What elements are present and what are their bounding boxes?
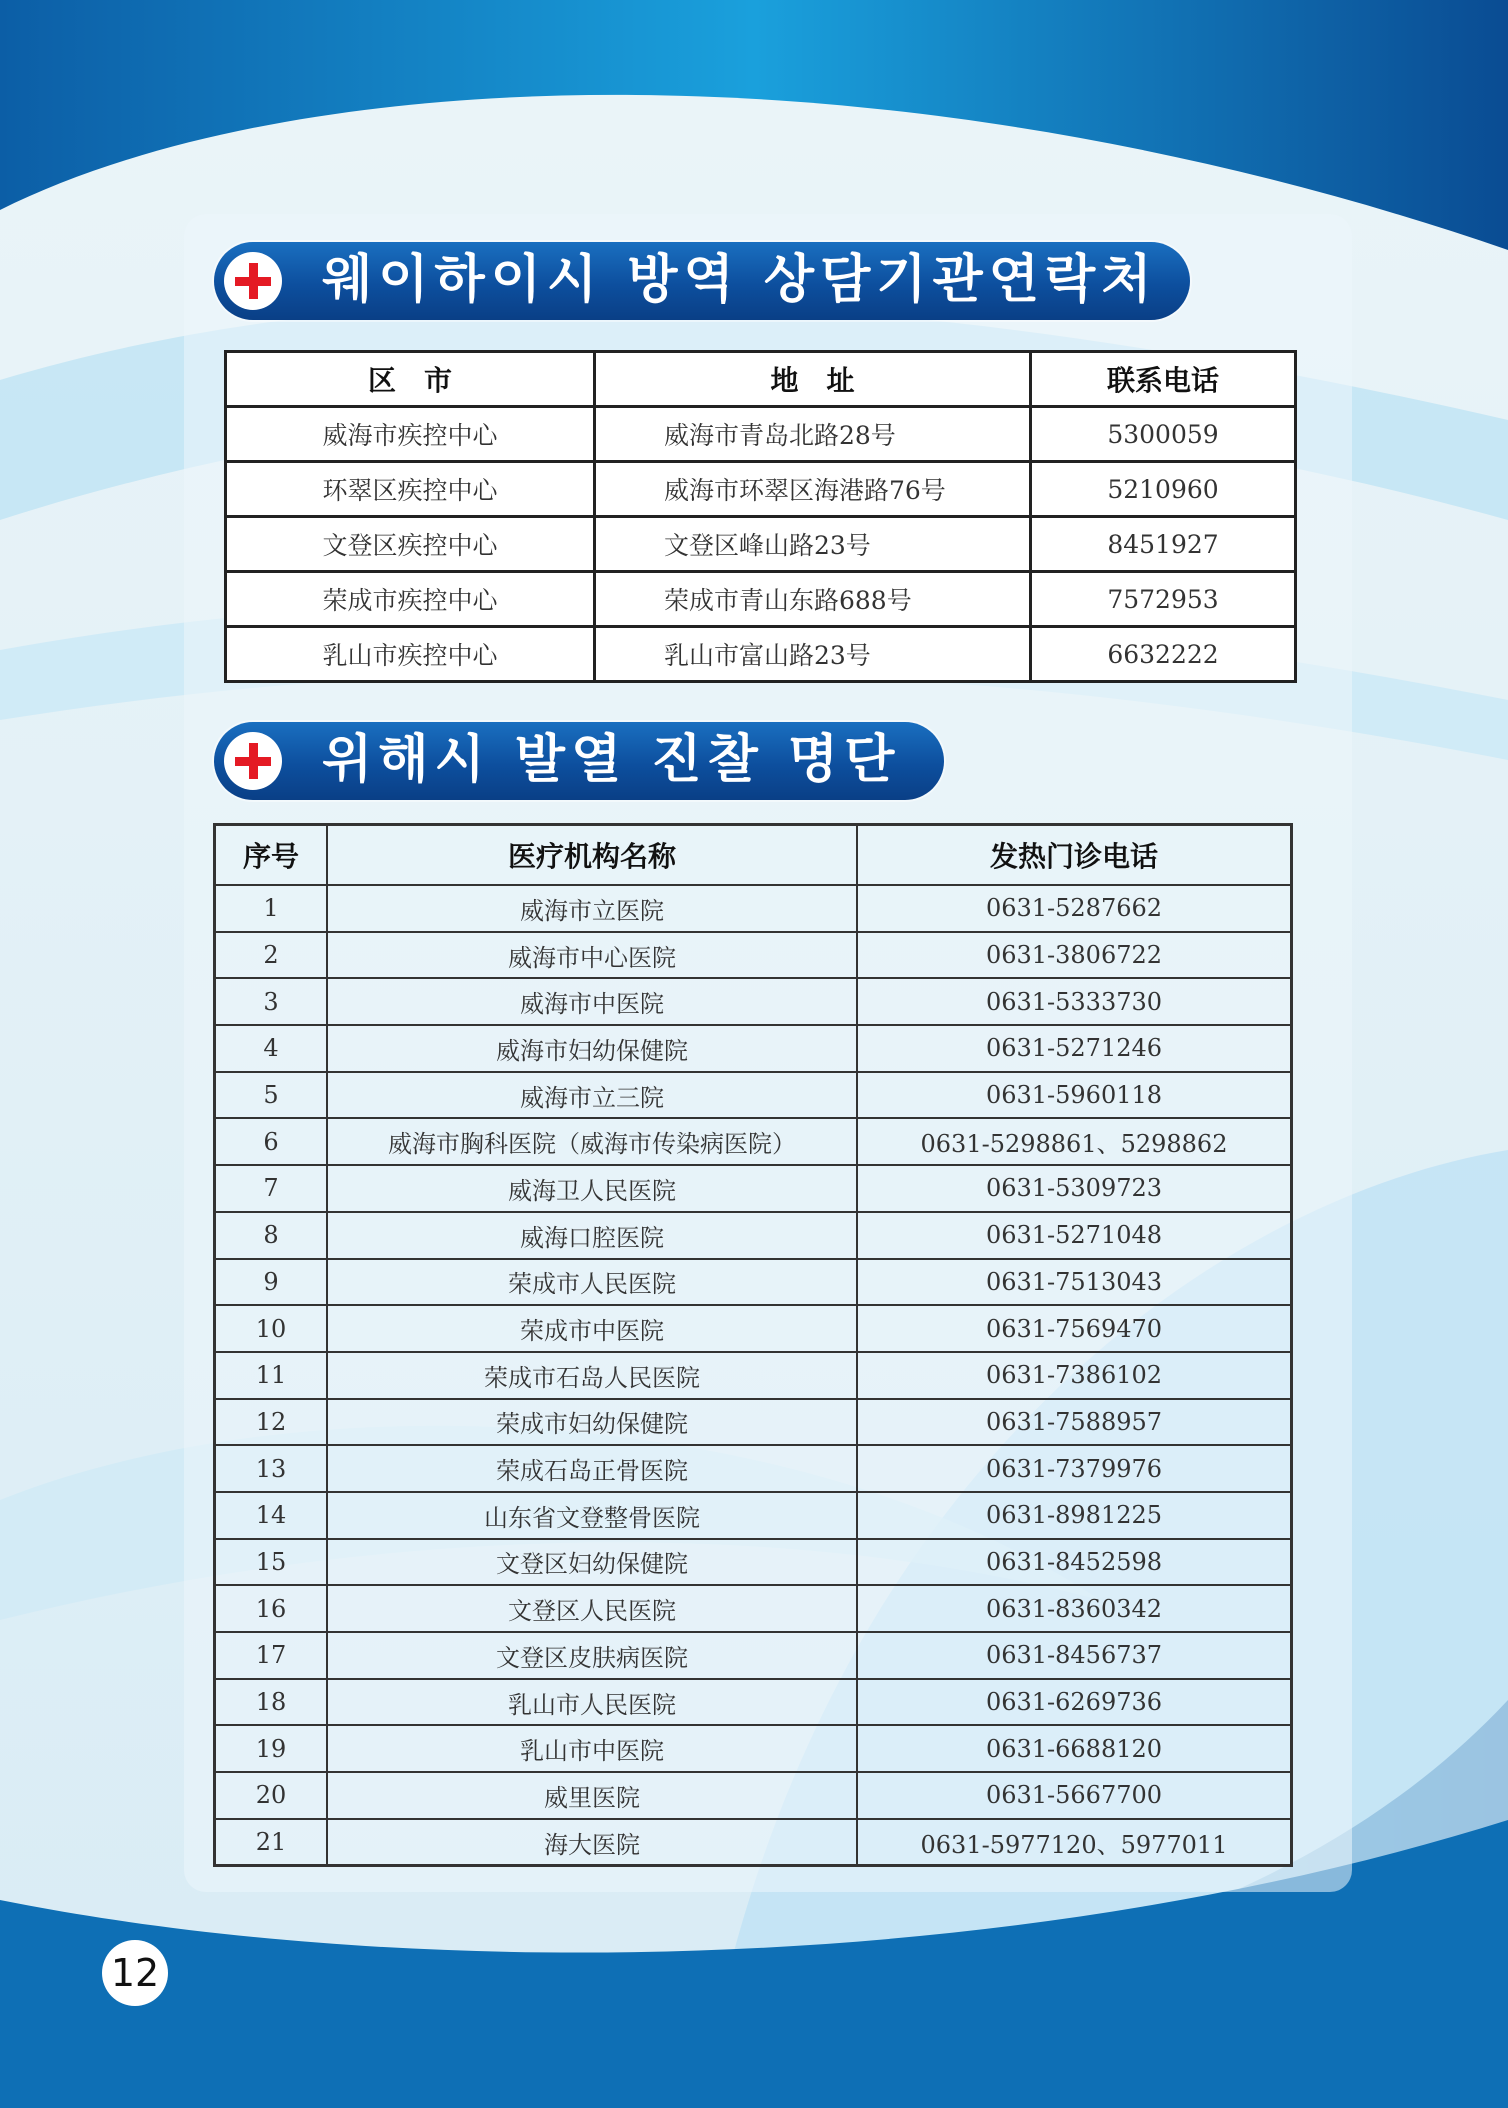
table-cell: 0631-5960118 [857, 1072, 1291, 1119]
table-cell: 0631-6269736 [857, 1679, 1291, 1726]
table-row [215, 1165, 1291, 1212]
table-cell: 8451927 [1031, 517, 1296, 572]
table-cell: 乳山市中医院 [327, 1725, 857, 1772]
table-cell: 13 [215, 1445, 327, 1492]
table-cell: 文登区皮肤病医院 [327, 1632, 857, 1679]
table-cell: 7 [215, 1165, 327, 1212]
table-cell: 0631-7588957 [857, 1399, 1291, 1446]
table-cell: 0631-7513043 [857, 1259, 1291, 1306]
red-cross-icon [224, 252, 282, 310]
table-cell: 0631-5977120、5977011 [857, 1819, 1291, 1866]
table-cell: 8 [215, 1212, 327, 1259]
table-cell: 威里医院 [327, 1772, 857, 1819]
table-cell: 乳山市富山路23号 [595, 627, 1031, 682]
table-cell: 威海市立医院 [327, 885, 857, 932]
table-cell: 5 [215, 1072, 327, 1119]
table-cell: 0631-6688120 [857, 1725, 1291, 1772]
contact-table [224, 350, 1297, 683]
table-cell: 威海市胸科医院（威海市传染病医院） [327, 1118, 857, 1165]
table-cell: 威海市青岛北路28号 [595, 407, 1031, 462]
table-cell: 文登区峰山路23号 [595, 517, 1031, 572]
table-cell: 乳山市人民医院 [327, 1679, 857, 1726]
table-row [226, 462, 1296, 517]
table-row [215, 1819, 1291, 1866]
table-row [215, 1399, 1291, 1446]
section-banner-fever-clinics [214, 722, 944, 800]
table-row [215, 978, 1291, 1025]
table-cell: 威海卫人民医院 [327, 1165, 857, 1212]
table-cell: 文登区人民医院 [327, 1585, 857, 1632]
table-cell: 荣成市青山东路688号 [595, 572, 1031, 627]
table-cell: 0631-5271048 [857, 1212, 1291, 1259]
table-row [215, 1118, 1291, 1165]
table-row [215, 1025, 1291, 1072]
table-row [215, 1072, 1291, 1119]
table-row [215, 885, 1291, 932]
table-cell: 0631-7386102 [857, 1352, 1291, 1399]
table-cell: 2 [215, 932, 327, 979]
table-cell: 0631-3806722 [857, 932, 1291, 979]
table-cell: 威海口腔医院 [327, 1212, 857, 1259]
table-row [215, 1305, 1291, 1352]
table-cell: 11 [215, 1352, 327, 1399]
table-cell: 荣成市疾控中心 [226, 572, 595, 627]
table-cell: 1 [215, 885, 327, 932]
section-title: 웨이하이시 방역 상담기관연락처 [322, 250, 1158, 310]
table-cell: 山东省文登整骨医院 [327, 1492, 857, 1539]
table-row [215, 932, 1291, 979]
table-row [215, 1772, 1291, 1819]
table-row [215, 1445, 1291, 1492]
table-cell: 海大医院 [327, 1819, 857, 1866]
column-header: 医疗机构名称 [327, 825, 857, 885]
column-header: 发热门诊电话 [857, 825, 1291, 885]
table-cell: 20 [215, 1772, 327, 1819]
table-cell: 0631-7379976 [857, 1445, 1291, 1492]
table-cell: 0631-5667700 [857, 1772, 1291, 1819]
table-cell: 0631-8456737 [857, 1632, 1291, 1679]
column-header: 地 址 [595, 352, 1031, 407]
table-cell: 5210960 [1031, 462, 1296, 517]
table-cell: 威海市中心医院 [327, 932, 857, 979]
table-cell: 4 [215, 1025, 327, 1072]
table-cell: 0631-8981225 [857, 1492, 1291, 1539]
table-cell: 荣成市妇幼保健院 [327, 1399, 857, 1446]
table-cell: 9 [215, 1259, 327, 1306]
table-row [215, 1725, 1291, 1772]
table-row [215, 1259, 1291, 1306]
table-header-row [226, 352, 1296, 407]
red-cross-icon [224, 732, 282, 790]
table-row [226, 627, 1296, 682]
column-header: 序号 [215, 825, 327, 885]
table-row [215, 1212, 1291, 1259]
table-cell: 15 [215, 1539, 327, 1586]
table-cell: 14 [215, 1492, 327, 1539]
page-number: 12 [102, 1940, 168, 2006]
column-header: 区 市 [226, 352, 595, 407]
table-cell: 16 [215, 1585, 327, 1632]
table-cell: 荣成市石岛人民医院 [327, 1352, 857, 1399]
table-cell: 文登区疾控中心 [226, 517, 595, 572]
table-cell: 荣成市人民医院 [327, 1259, 857, 1306]
table-cell: 0631-5271246 [857, 1025, 1291, 1072]
table-cell: 6 [215, 1118, 327, 1165]
table-cell: 威海市妇幼保健院 [327, 1025, 857, 1072]
table-cell: 0631-5333730 [857, 978, 1291, 1025]
table-row [226, 517, 1296, 572]
table-row [215, 1539, 1291, 1586]
section-title: 위해시 발열 진찰 명단 [322, 730, 901, 790]
table-row [215, 1632, 1291, 1679]
table-header-row [215, 825, 1291, 885]
table-cell: 文登区妇幼保健院 [327, 1539, 857, 1586]
table-cell: 5300059 [1031, 407, 1296, 462]
table-row [226, 572, 1296, 627]
table-cell: 19 [215, 1725, 327, 1772]
table-cell: 17 [215, 1632, 327, 1679]
table-cell: 威海市环翠区海港路76号 [595, 462, 1031, 517]
table-cell: 0631-5287662 [857, 885, 1291, 932]
table-cell: 21 [215, 1819, 327, 1866]
table-cell: 12 [215, 1399, 327, 1446]
table-cell: 0631-8360342 [857, 1585, 1291, 1632]
table-row [226, 407, 1296, 462]
table-cell: 威海市疾控中心 [226, 407, 595, 462]
table-cell: 0631-7569470 [857, 1305, 1291, 1352]
table-cell: 荣成石岛正骨医院 [327, 1445, 857, 1492]
table-cell: 0631-5298861、5298862 [857, 1118, 1291, 1165]
table-row [215, 1585, 1291, 1632]
section-banner-contacts [214, 242, 1190, 320]
table-cell: 荣成市中医院 [327, 1305, 857, 1352]
table-cell: 0631-8452598 [857, 1539, 1291, 1586]
table-cell: 10 [215, 1305, 327, 1352]
column-header: 联系电话 [1031, 352, 1296, 407]
table-cell: 7572953 [1031, 572, 1296, 627]
table-cell: 0631-5309723 [857, 1165, 1291, 1212]
table-cell: 威海市中医院 [327, 978, 857, 1025]
table-cell: 18 [215, 1679, 327, 1726]
fever-clinic-table [214, 824, 1292, 1866]
table-row [215, 1679, 1291, 1726]
table-cell: 环翠区疾控中心 [226, 462, 595, 517]
table-cell: 6632222 [1031, 627, 1296, 682]
table-cell: 3 [215, 978, 327, 1025]
table-cell: 乳山市疾控中心 [226, 627, 595, 682]
table-cell: 威海市立三院 [327, 1072, 857, 1119]
table-row [215, 1492, 1291, 1539]
table-row [215, 1352, 1291, 1399]
